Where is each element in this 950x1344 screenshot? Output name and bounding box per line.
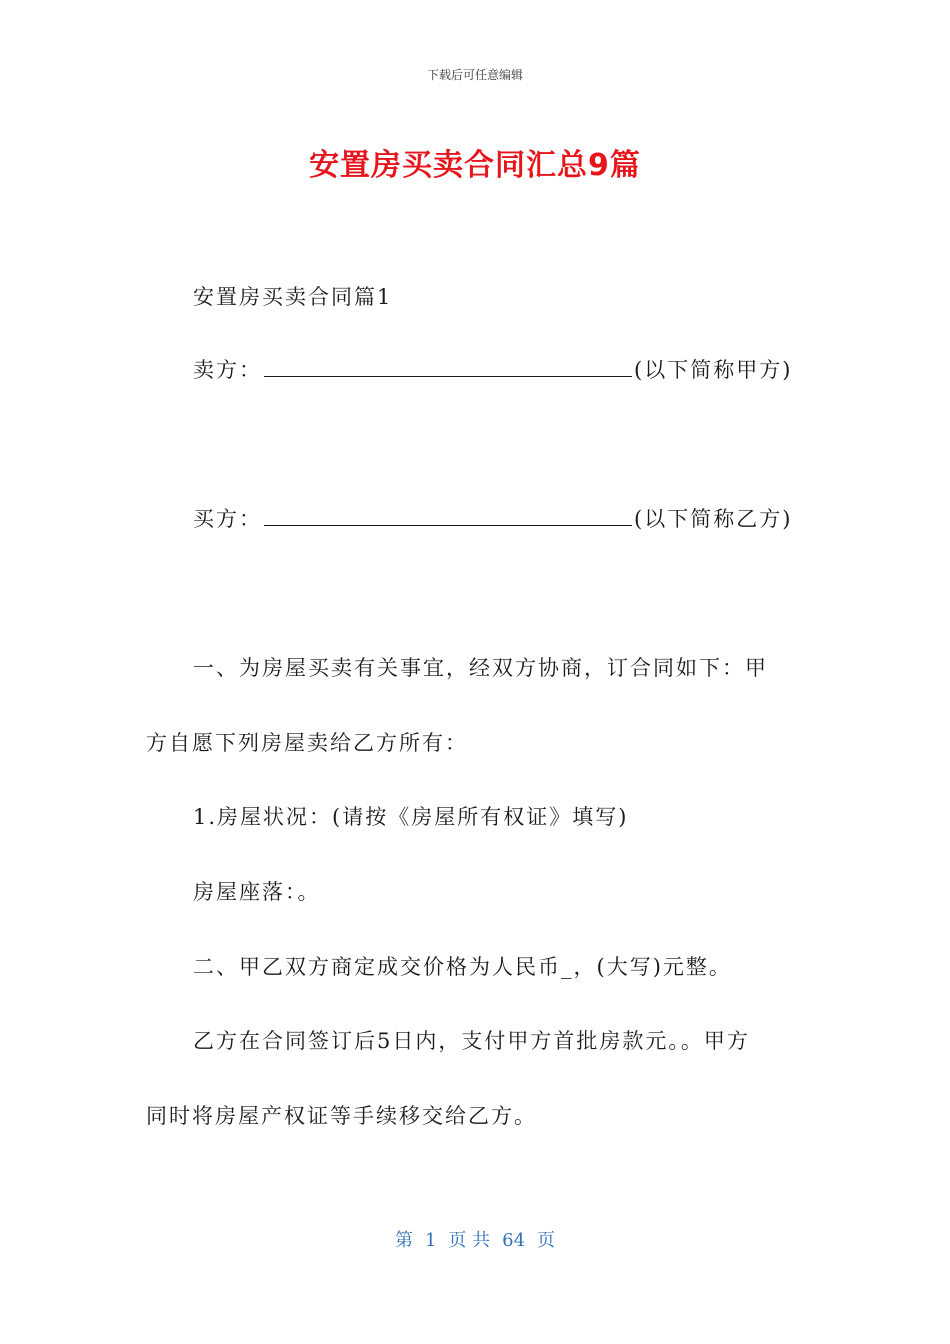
section-heading: 安置房买卖合同篇1 (193, 285, 393, 309)
paragraph-line: 同时将房屋产权证等手续移交给乙方。 (146, 1104, 537, 1128)
paragraph-line: 一、为房屋买卖有关事宜，经双方协商，订合同如下：甲 (193, 656, 768, 680)
page-middle: 页 共 (448, 1230, 491, 1251)
document-title: 安置房买卖合同汇总9篇 (309, 148, 641, 183)
paragraph-line: 方自愿下列房屋卖给乙方所有： (146, 731, 468, 755)
buyer-suffix: (以下简称乙方) (634, 507, 793, 531)
buyer-label: 买方： (193, 507, 262, 531)
header-note: 下载后可任意编辑 (426, 68, 523, 82)
page-footer (0, 1226, 950, 1252)
paragraph-line: 1.房屋状况：(请按《房屋所有权证》填写) (193, 805, 629, 829)
page-current: 1 (424, 1230, 437, 1251)
buyer-blank (264, 503, 632, 526)
paragraph-line: 二、甲乙双方商定成交价格为人民币_，(大写)元整。 (193, 955, 732, 979)
seller-label: 卖方： (193, 358, 262, 382)
page-prefix: 第 (394, 1230, 413, 1251)
page-suffix: 页 (537, 1230, 556, 1251)
seller-line (193, 354, 792, 386)
buyer-line (193, 503, 792, 535)
paragraph-line: 乙方在合同签订后5日内，支付甲方首批房款元。。甲方 (193, 1029, 750, 1053)
page-total: 64 (502, 1230, 526, 1251)
seller-blank (264, 354, 632, 377)
seller-suffix: (以下简称甲方) (634, 358, 793, 382)
paragraph-line: 房屋座落：。 (193, 880, 321, 904)
